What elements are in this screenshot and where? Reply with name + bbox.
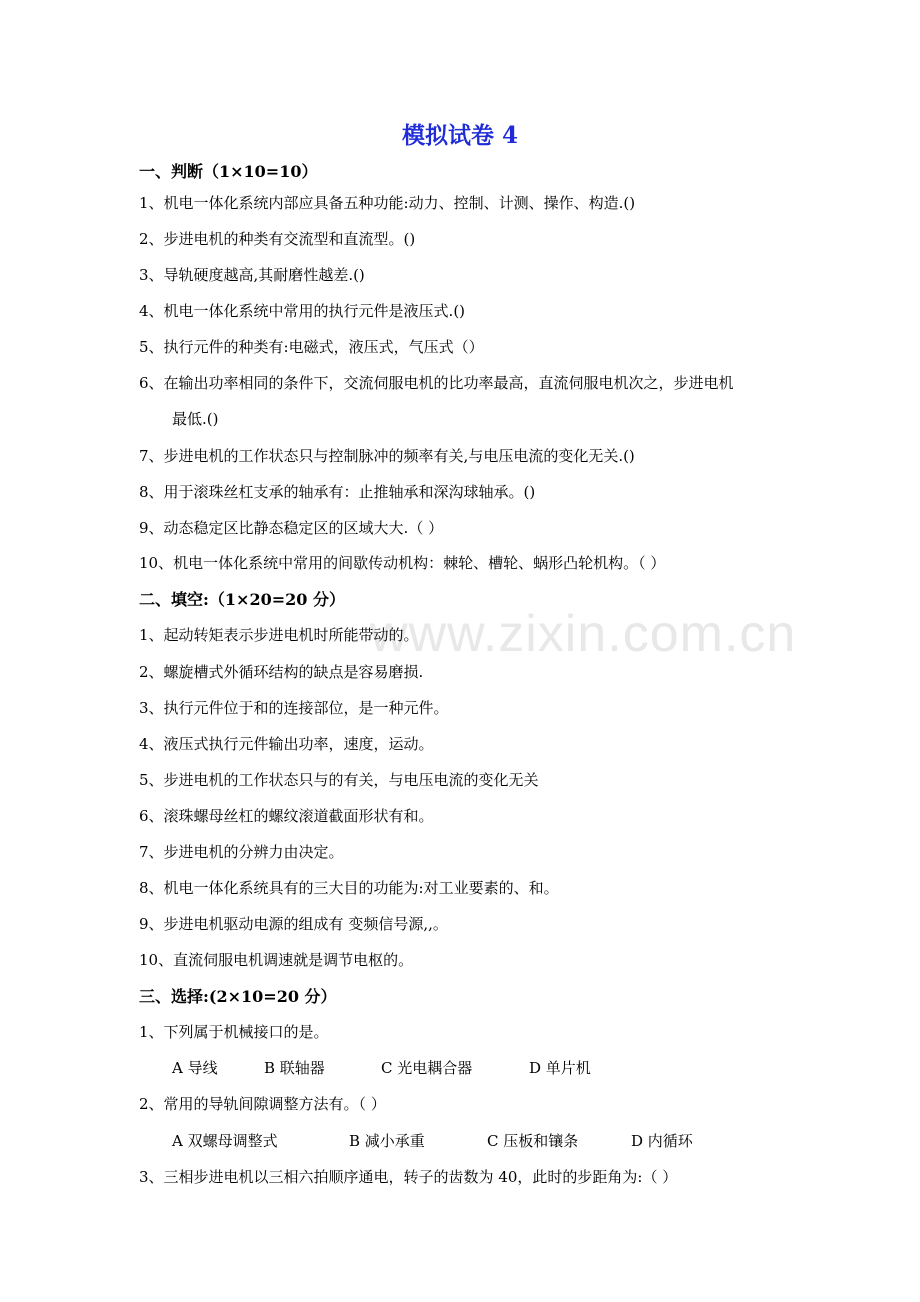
question-item: 6、在输出功率相同的条件下，交流伺服电机的比功率最高，直流伺服电机次之，步进电机: [139, 374, 734, 392]
question-item: 3、三相步进电机以三相六拍顺序通电，转子的齿数为 40，此时的步距角为:（ ）: [139, 1168, 678, 1186]
question-item: 7、步进电机的工作状态只与控制脉冲的频率有关,与电压电流的变化无关.(): [139, 447, 635, 465]
question-item: 1、机电一体化系统内部应具备五种功能:动力、控制、计测、操作、构造.(): [139, 194, 636, 212]
question-item: 8、机电一体化系统具有的三大目的功能为:对工业要素的、和。: [139, 879, 559, 897]
question-item: 10、机电一体化系统中常用的间歇传动机构：棘轮、槽轮、蜗形凸轮机构。（ ）: [139, 554, 666, 572]
question-item: 5、步进电机的工作状态只与的有关，与电压电流的变化无关: [139, 771, 539, 789]
watermark: www.zixin.com.cn: [370, 605, 797, 663]
option-a: A 双螺母调整式: [172, 1132, 278, 1150]
option-a: A 导线: [172, 1059, 218, 1077]
question-item: 4、机电一体化系统中常用的执行元件是液压式.(): [139, 302, 466, 320]
option-c: C 压板和镶条: [487, 1132, 579, 1150]
option-d: D 内循环: [631, 1132, 693, 1150]
question-item: 9、步进电机驱动电源的组成有 变频信号源,,。: [139, 915, 448, 933]
question-item: 8、用于滚珠丝杠支承的轴承有：止推轴承和深沟球轴承。(): [139, 483, 536, 501]
section-heading-judgment: 一、判断（1×10=10）: [139, 162, 318, 181]
section-heading-choice: 三、选择:(2×10=20 分）: [139, 987, 337, 1006]
question-item: 6、滚珠螺母丝杠的螺纹滚道截面形状有和。: [139, 807, 434, 825]
question-item: 1、下列属于机械接口的是。: [139, 1023, 329, 1041]
question-item: 1、起动转矩表示步进电机时所能带动的。: [139, 626, 419, 644]
question-item: 3、执行元件位于和的连接部位，是一种元件。: [139, 699, 449, 717]
option-b: B 联轴器: [264, 1059, 325, 1077]
question-item: 3、导轨硬度越高,其耐磨性越差.(): [139, 266, 365, 284]
question-item: 2、螺旋槽式外循环结构的缺点是容易磨损.: [139, 663, 424, 681]
question-item: 2、常用的导轨间隙调整方法有。（ ）: [139, 1095, 386, 1113]
option-c: C 光电耦合器: [381, 1059, 473, 1077]
question-item: 5、执行元件的种类有:电磁式，液压式，气压式（）: [139, 338, 484, 356]
question-item: 9、动态稳定区比静态稳定区的区域大大.（ ）: [139, 519, 444, 537]
question-item: 4、液压式执行元件输出功率，速度，运动。: [139, 735, 434, 753]
question-item: 2、步进电机的种类有交流型和直流型。(): [139, 230, 416, 248]
page-title: 模拟试卷 4: [401, 122, 518, 149]
option-d: D 单片机: [529, 1059, 591, 1077]
question-item-continuation: 最低.(): [172, 410, 219, 428]
question-item: 10、直流伺服电机调速就是调节电枢的。: [139, 951, 414, 969]
question-item: 7、步进电机的分辨力由决定。: [139, 843, 344, 861]
section-heading-fill-blank: 二、填空:（1×20=20 分）: [139, 590, 345, 609]
option-b: B 减小承重: [349, 1132, 425, 1150]
